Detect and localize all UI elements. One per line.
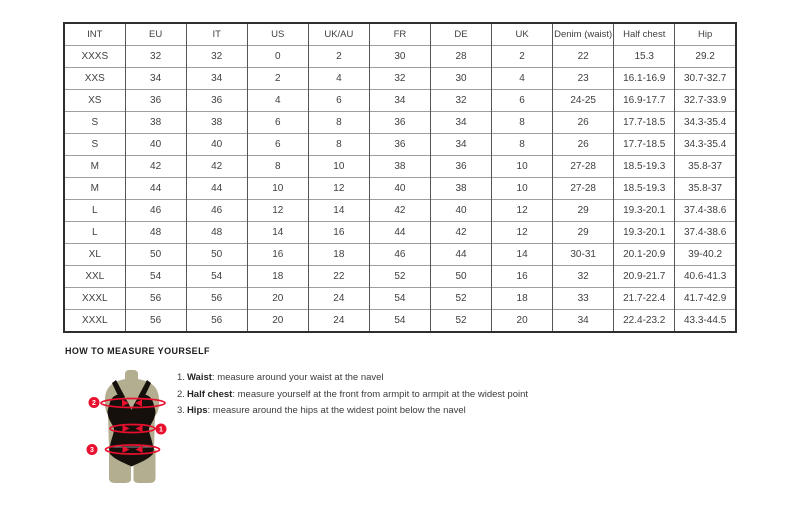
step-number: 2.	[177, 388, 185, 400]
step-label: Waist	[186, 372, 212, 383]
mannequin-illustration-svg	[84, 369, 172, 485]
size-cell: 36	[186, 90, 247, 112]
size-cell: 40.6-41.3	[675, 266, 736, 288]
measure-step-half-chest	[177, 389, 528, 400]
size-cell: 39-40.2	[675, 244, 736, 266]
column-header: Hip	[675, 23, 736, 46]
size-cell: 26	[553, 134, 614, 156]
size-cell: 12	[308, 178, 369, 200]
size-cell: 18.5-19.3	[614, 178, 675, 200]
size-table-head	[64, 23, 736, 46]
size-cell: 12	[492, 222, 553, 244]
size-cell: 34	[553, 310, 614, 333]
size-cell: 35.8-37	[675, 156, 736, 178]
size-cell: 48	[186, 222, 247, 244]
measure-step-waist	[177, 372, 528, 383]
size-cell: 54	[369, 288, 430, 310]
size-cell: 29	[553, 200, 614, 222]
size-cell: 26	[553, 112, 614, 134]
size-cell: 23	[553, 68, 614, 90]
size-cell: S	[64, 134, 125, 156]
size-cell: 4	[492, 68, 553, 90]
size-cell: S	[64, 112, 125, 134]
size-cell: 14	[247, 222, 308, 244]
size-cell: XS	[64, 90, 125, 112]
step-number: 3.	[177, 405, 185, 416]
size-cell: 35.8-37	[675, 178, 736, 200]
size-cell: 33	[553, 288, 614, 310]
size-cell: 50	[125, 244, 186, 266]
size-cell: 43.3-44.5	[675, 310, 736, 333]
size-cell: 34	[430, 134, 491, 156]
size-cell: 42	[430, 222, 491, 244]
size-cell: 10	[308, 156, 369, 178]
size-cell: 36	[430, 156, 491, 178]
table-row	[64, 178, 736, 200]
size-cell: 42	[186, 156, 247, 178]
half-chest-badge-number: 2	[92, 400, 96, 407]
size-cell: 34	[125, 68, 186, 90]
size-cell: 8	[308, 112, 369, 134]
size-cell: 6	[308, 90, 369, 112]
size-cell: 10	[492, 156, 553, 178]
table-row	[64, 134, 736, 156]
size-cell: 56	[125, 288, 186, 310]
size-cell: XL	[64, 244, 125, 266]
column-header: UK	[492, 23, 553, 46]
size-cell: 36	[369, 112, 430, 134]
size-cell: 37.4-38.6	[675, 222, 736, 244]
size-cell: 16	[492, 266, 553, 288]
size-cell: 16	[247, 244, 308, 266]
table-row	[64, 310, 736, 333]
size-cell: 20	[247, 310, 308, 333]
size-cell: 50	[430, 266, 491, 288]
size-cell: 38	[186, 112, 247, 134]
size-cell: 18	[492, 288, 553, 310]
size-cell: 24-25	[553, 90, 614, 112]
size-cell: 38	[430, 178, 491, 200]
size-cell: XXXL	[64, 310, 125, 333]
size-cell: 46	[369, 244, 430, 266]
size-cell: 29.2	[675, 46, 736, 68]
size-cell: 18	[247, 266, 308, 288]
size-cell: 50	[186, 244, 247, 266]
table-row	[64, 288, 736, 310]
size-cell: 18.5-19.3	[614, 156, 675, 178]
size-cell: 34.3-35.4	[675, 112, 736, 134]
size-cell: 30-31	[553, 244, 614, 266]
size-cell: M	[64, 156, 125, 178]
size-cell: 8	[492, 112, 553, 134]
size-cell: 32.7-33.9	[675, 90, 736, 112]
size-cell: 44	[186, 178, 247, 200]
size-cell: L	[64, 222, 125, 244]
size-cell: 41.7-42.9	[675, 288, 736, 310]
size-cell: 17.7-18.5	[614, 134, 675, 156]
size-cell: XXL	[64, 266, 125, 288]
size-cell: 34	[369, 90, 430, 112]
table-row	[64, 222, 736, 244]
table-row	[64, 244, 736, 266]
size-cell: 46	[186, 200, 247, 222]
size-cell: 34	[186, 68, 247, 90]
size-cell: 10	[247, 178, 308, 200]
size-cell: 16.1-16.9	[614, 68, 675, 90]
size-cell: 32	[369, 68, 430, 90]
size-cell: 56	[186, 310, 247, 333]
size-cell: 6	[492, 90, 553, 112]
size-cell: 36	[125, 90, 186, 112]
size-cell: 20.9-21.7	[614, 266, 675, 288]
size-cell: 14	[492, 244, 553, 266]
size-cell: 2	[247, 68, 308, 90]
size-cell: XXXS	[64, 46, 125, 68]
step-label: Half chest	[186, 388, 233, 400]
mannequin-figure	[84, 369, 172, 485]
measure-step-hips	[177, 405, 528, 416]
size-cell: XXXL	[64, 288, 125, 310]
size-cell: 27-28	[553, 178, 614, 200]
measure-steps-list	[177, 372, 528, 422]
table-row	[64, 200, 736, 222]
size-cell: 40	[186, 134, 247, 156]
size-cell: 38	[125, 112, 186, 134]
table-row	[64, 156, 736, 178]
size-cell: 54	[186, 266, 247, 288]
size-cell: 20	[247, 288, 308, 310]
size-cell: 34	[430, 112, 491, 134]
size-cell: 2	[308, 46, 369, 68]
size-table-body	[64, 46, 736, 333]
size-table	[63, 22, 737, 333]
size-cell: 16	[308, 222, 369, 244]
size-cell: 52	[430, 310, 491, 333]
size-cell: 54	[369, 310, 430, 333]
size-cell: 24	[308, 288, 369, 310]
table-row	[64, 68, 736, 90]
size-cell: 19.3-20.1	[614, 222, 675, 244]
size-cell: 20.1-20.9	[614, 244, 675, 266]
size-cell: 56	[125, 310, 186, 333]
size-cell: 36	[369, 134, 430, 156]
size-cell: 12	[247, 200, 308, 222]
column-header: Half chest	[614, 23, 675, 46]
size-cell: 34.3-35.4	[675, 134, 736, 156]
size-cell: 56	[186, 288, 247, 310]
table-row	[64, 112, 736, 134]
size-cell: 8	[492, 134, 553, 156]
size-cell: 15.3	[614, 46, 675, 68]
column-header: EU	[125, 23, 186, 46]
size-cell: 21.7-22.4	[614, 288, 675, 310]
size-cell: 4	[247, 90, 308, 112]
size-cell: 8	[247, 156, 308, 178]
size-cell: 29	[553, 222, 614, 244]
table-row	[64, 46, 736, 68]
size-cell: 40	[430, 200, 491, 222]
step-text: : measure around your waist at the navel	[211, 372, 384, 383]
column-header: UK/AU	[308, 23, 369, 46]
size-cell: 17.7-18.5	[614, 112, 675, 134]
size-cell: 6	[247, 134, 308, 156]
size-cell: 22	[308, 266, 369, 288]
size-cell: 52	[369, 266, 430, 288]
size-cell: 8	[308, 134, 369, 156]
size-cell: 0	[247, 46, 308, 68]
size-cell: 32	[186, 46, 247, 68]
size-cell: 38	[369, 156, 430, 178]
size-cell: 44	[430, 244, 491, 266]
size-cell: 6	[247, 112, 308, 134]
size-cell: 40	[125, 134, 186, 156]
size-cell: XXS	[64, 68, 125, 90]
size-cell: 32	[125, 46, 186, 68]
size-cell: 42	[125, 156, 186, 178]
column-header: US	[247, 23, 308, 46]
size-cell: 37.4-38.6	[675, 200, 736, 222]
size-cell: 52	[430, 288, 491, 310]
step-label: Hips	[186, 405, 208, 416]
size-cell: 10	[492, 178, 553, 200]
size-cell: 42	[369, 200, 430, 222]
size-cell: 48	[125, 222, 186, 244]
size-cell: 19.3-20.1	[614, 200, 675, 222]
column-header: Denim (waist)	[553, 23, 614, 46]
step-text: : measure yourself at the front from armpit to armpit at the widest point	[232, 388, 529, 400]
column-header: FR	[369, 23, 430, 46]
size-table-header-row	[64, 23, 736, 46]
hips-badge-number: 3	[90, 447, 94, 454]
waist-badge-number: 1	[159, 426, 163, 434]
size-cell: 4	[308, 68, 369, 90]
size-cell: 22	[553, 46, 614, 68]
size-cell: L	[64, 200, 125, 222]
size-cell: 20	[492, 310, 553, 333]
size-cell: 44	[369, 222, 430, 244]
step-number: 1.	[177, 372, 185, 383]
table-row	[64, 90, 736, 112]
size-cell: 30.7-32.7	[675, 68, 736, 90]
column-header: INT	[64, 23, 125, 46]
size-cell: 12	[492, 200, 553, 222]
size-cell: 40	[369, 178, 430, 200]
size-cell: 28	[430, 46, 491, 68]
size-cell: 32	[430, 90, 491, 112]
size-cell: 24	[308, 310, 369, 333]
size-cell: 22.4-23.2	[614, 310, 675, 333]
size-cell: 32	[553, 266, 614, 288]
measure-guide-title: HOW TO MEASURE YOURSELF	[65, 346, 210, 356]
size-cell: 18	[308, 244, 369, 266]
size-cell: 30	[369, 46, 430, 68]
size-cell: 30	[430, 68, 491, 90]
table-row	[64, 266, 736, 288]
size-cell: 44	[125, 178, 186, 200]
size-cell: M	[64, 178, 125, 200]
column-header: IT	[186, 23, 247, 46]
size-cell: 54	[125, 266, 186, 288]
size-cell: 27-28	[553, 156, 614, 178]
step-text: : measure around the hips at the widest point below the navel	[207, 405, 466, 416]
column-header: DE	[430, 23, 491, 46]
size-cell: 16.9-17.7	[614, 90, 675, 112]
size-cell: 46	[125, 200, 186, 222]
size-cell: 2	[492, 46, 553, 68]
size-cell: 14	[308, 200, 369, 222]
